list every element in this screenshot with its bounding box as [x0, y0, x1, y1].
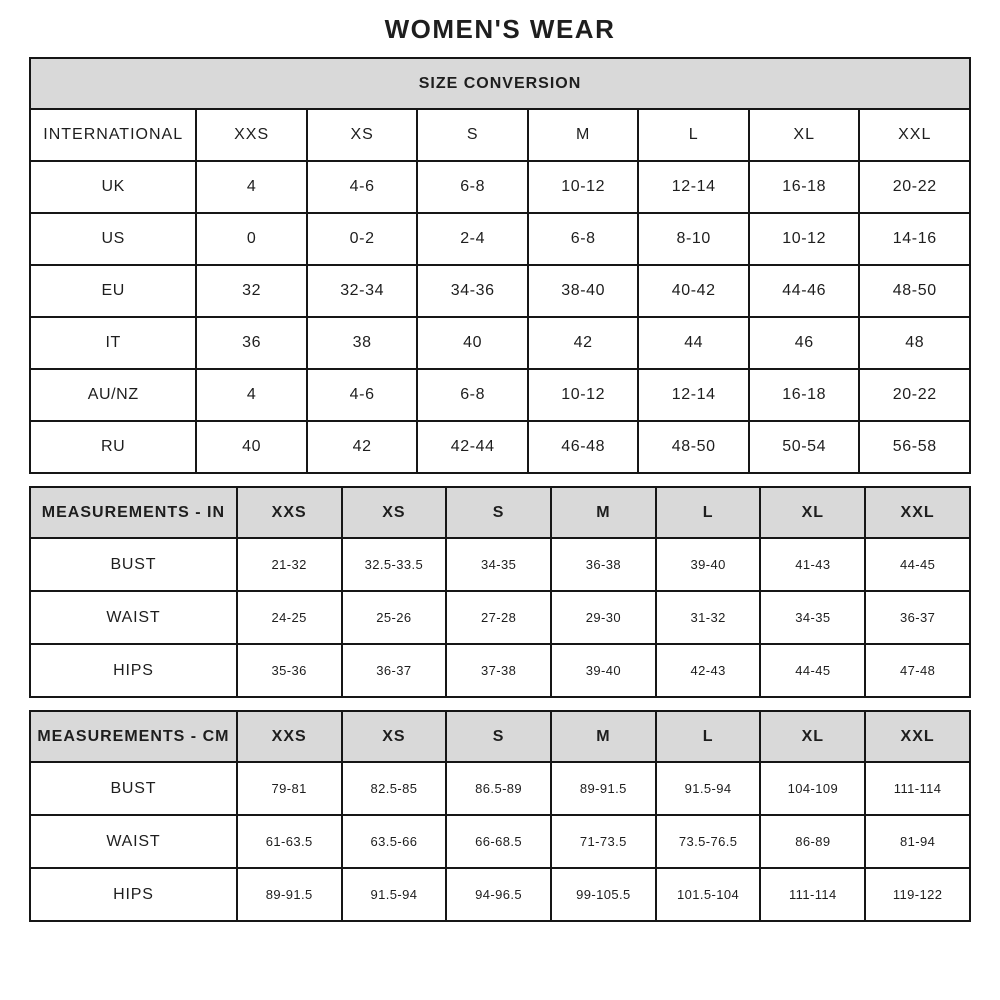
row-label: UK	[30, 161, 196, 213]
size-cell: 48-50	[638, 421, 749, 473]
measurements-in-table	[29, 486, 971, 698]
measurement-cell: 111-114	[760, 868, 865, 921]
measurement-cell: 94-96.5	[446, 868, 551, 921]
size-cell: 6-8	[417, 161, 528, 213]
size-column-header: L	[656, 711, 761, 762]
size-cell: 16-18	[749, 161, 860, 213]
size-cell: 4-6	[307, 369, 418, 421]
row-label: EU	[30, 265, 196, 317]
measurement-cell: 66-68.5	[446, 815, 551, 868]
size-cell: 2-4	[417, 213, 528, 265]
size-cell: 48	[859, 317, 970, 369]
measurement-cell: 91.5-94	[656, 762, 761, 815]
size-cell: 36	[196, 317, 307, 369]
table-title-row	[30, 58, 970, 109]
measurement-cell: 42-43	[656, 644, 761, 697]
size-column-header: XXS	[237, 487, 342, 538]
size-column-header: XL	[760, 711, 865, 762]
size-cell: 20-22	[859, 161, 970, 213]
size-cell: 4	[196, 369, 307, 421]
table-row	[30, 317, 970, 369]
table-header-row	[30, 711, 970, 762]
measurement-cell: 36-37	[865, 591, 970, 644]
size-cell: 20-22	[859, 369, 970, 421]
size-cell: 6-8	[417, 369, 528, 421]
size-cell: 50-54	[749, 421, 860, 473]
measurement-cell: 81-94	[865, 815, 970, 868]
table-row	[30, 591, 970, 644]
size-cell: 42-44	[417, 421, 528, 473]
size-cell: 14-16	[859, 213, 970, 265]
size-column-header: XS	[342, 711, 447, 762]
size-column-header: S	[446, 487, 551, 538]
size-cell: 10-12	[749, 213, 860, 265]
size-cell: 48-50	[859, 265, 970, 317]
measurement-cell: 82.5-85	[342, 762, 447, 815]
measurement-cell: 37-38	[446, 644, 551, 697]
table-header-row	[30, 109, 970, 161]
measurement-cell: 29-30	[551, 591, 656, 644]
size-cell: 42	[528, 317, 639, 369]
size-cell: 12-14	[638, 161, 749, 213]
header-international: INTERNATIONAL	[30, 109, 196, 161]
measurement-cell: 35-36	[237, 644, 342, 697]
size-cell: 46	[749, 317, 860, 369]
size-column-header: XXL	[859, 109, 970, 161]
size-cell: 4	[196, 161, 307, 213]
measurement-cell: 119-122	[865, 868, 970, 921]
size-cell: 12-14	[638, 369, 749, 421]
table-row	[30, 644, 970, 697]
size-cell: 10-12	[528, 161, 639, 213]
size-cell: 44-46	[749, 265, 860, 317]
size-cell: 44	[638, 317, 749, 369]
measurement-cell: 36-38	[551, 538, 656, 591]
measurement-cell: 41-43	[760, 538, 865, 591]
size-cell: 6-8	[528, 213, 639, 265]
table-row	[30, 369, 970, 421]
measurement-cell: 61-63.5	[237, 815, 342, 868]
measurement-cell: 27-28	[446, 591, 551, 644]
measurement-cell: 21-32	[237, 538, 342, 591]
page-title: WOMEN'S WEAR	[384, 14, 616, 44]
size-column-header: M	[551, 487, 656, 538]
row-label: WAIST	[30, 815, 237, 868]
table-row	[30, 265, 970, 317]
table-row	[30, 815, 970, 868]
measurement-cell: 104-109	[760, 762, 865, 815]
row-label: HIPS	[30, 868, 237, 921]
size-column-header: XS	[307, 109, 418, 161]
size-column-header: S	[446, 711, 551, 762]
size-column-header: S	[417, 109, 528, 161]
size-conversion-table	[29, 57, 971, 474]
table-title: SIZE CONVERSION	[30, 58, 970, 109]
size-cell: 38-40	[528, 265, 639, 317]
measurement-cell: 39-40	[551, 644, 656, 697]
measurement-cell: 79-81	[237, 762, 342, 815]
measurement-cell: 36-37	[342, 644, 447, 697]
size-cell: 32	[196, 265, 307, 317]
measurement-cell: 24-25	[237, 591, 342, 644]
measurement-cell: 86.5-89	[446, 762, 551, 815]
size-cell: 4-6	[307, 161, 418, 213]
size-cell: 42	[307, 421, 418, 473]
measurement-cell: 44-45	[760, 644, 865, 697]
size-cell: 46-48	[528, 421, 639, 473]
row-label: RU	[30, 421, 196, 473]
row-label: AU/NZ	[30, 369, 196, 421]
size-cell: 0-2	[307, 213, 418, 265]
size-column-header: XL	[749, 109, 860, 161]
size-cell: 16-18	[749, 369, 860, 421]
size-cell: 32-34	[307, 265, 418, 317]
size-cell: 40	[417, 317, 528, 369]
size-cell: 10-12	[528, 369, 639, 421]
table-row	[30, 538, 970, 591]
size-column-header: XS	[342, 487, 447, 538]
table-row	[30, 762, 970, 815]
size-cell: 40-42	[638, 265, 749, 317]
table-row	[30, 868, 970, 921]
measurement-cell: 47-48	[865, 644, 970, 697]
table-row	[30, 161, 970, 213]
row-label: IT	[30, 317, 196, 369]
measurement-cell: 71-73.5	[551, 815, 656, 868]
size-column-header: XXS	[196, 109, 307, 161]
size-column-header: M	[528, 109, 639, 161]
size-cell: 40	[196, 421, 307, 473]
measurement-cell: 34-35	[760, 591, 865, 644]
size-column-header: XL	[760, 487, 865, 538]
size-column-header: L	[638, 109, 749, 161]
measurement-cell: 63.5-66	[342, 815, 447, 868]
table-row	[30, 213, 970, 265]
table-header-row	[30, 487, 970, 538]
measurement-cell: 44-45	[865, 538, 970, 591]
measurement-cell: 34-35	[446, 538, 551, 591]
measurement-cell: 91.5-94	[342, 868, 447, 921]
size-column-header: L	[656, 487, 761, 538]
row-label: US	[30, 213, 196, 265]
size-cell: 8-10	[638, 213, 749, 265]
measurement-cell: 31-32	[656, 591, 761, 644]
size-cell: 56-58	[859, 421, 970, 473]
size-column-header: XXL	[865, 711, 970, 762]
measurement-cell: 32.5-33.5	[342, 538, 447, 591]
measurement-cell: 89-91.5	[237, 868, 342, 921]
size-cell: 38	[307, 317, 418, 369]
row-label: WAIST	[30, 591, 237, 644]
size-column-header: M	[551, 711, 656, 762]
measurement-cell: 89-91.5	[551, 762, 656, 815]
size-cell: 0	[196, 213, 307, 265]
measurement-cell: 39-40	[656, 538, 761, 591]
measurements-cm-table	[29, 710, 971, 922]
table-title: MEASUREMENTS - CM	[30, 711, 237, 762]
table-row	[30, 421, 970, 473]
measurement-cell: 111-114	[865, 762, 970, 815]
size-column-header: XXL	[865, 487, 970, 538]
measurement-cell: 25-26	[342, 591, 447, 644]
size-cell: 34-36	[417, 265, 528, 317]
row-label: HIPS	[30, 644, 237, 697]
size-column-header: XXS	[237, 711, 342, 762]
measurement-cell: 101.5-104	[656, 868, 761, 921]
measurement-cell: 99-105.5	[551, 868, 656, 921]
measurement-cell: 73.5-76.5	[656, 815, 761, 868]
table-title: MEASUREMENTS - IN	[30, 487, 237, 538]
row-label: BUST	[30, 762, 237, 815]
measurement-cell: 86-89	[760, 815, 865, 868]
row-label: BUST	[30, 538, 237, 591]
